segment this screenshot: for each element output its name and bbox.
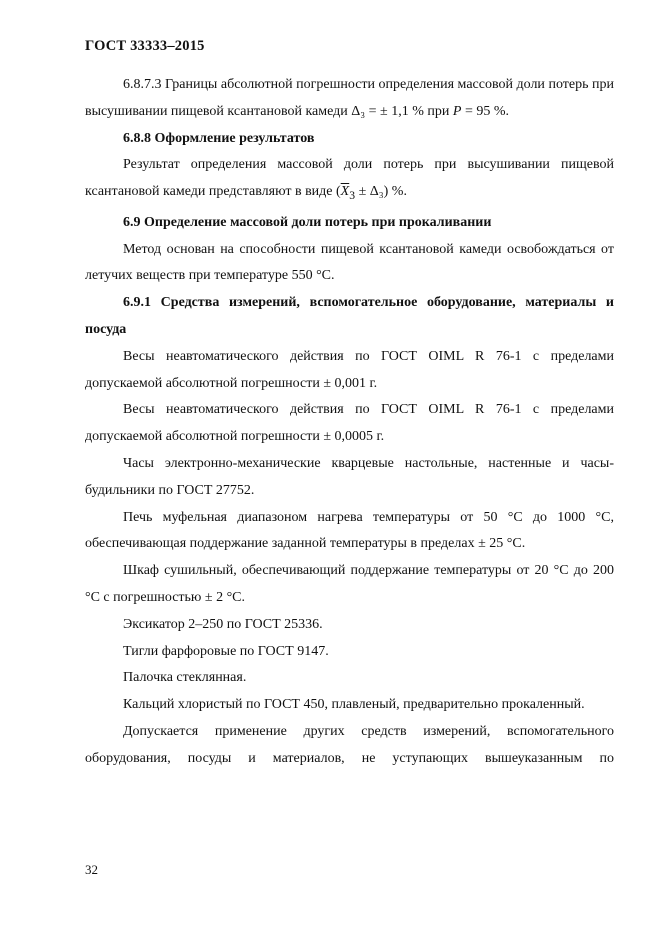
probability-value: = 95 %. — [461, 103, 510, 119]
document-body — [85, 72, 614, 773]
paragraph-desiccator: Эксикатор 2–250 по ГОСТ 25336. — [123, 616, 323, 632]
heading-6-9-1: 6.9.1 Средства измерений, вспомогательное оборудование, материалы и посуда — [85, 295, 614, 337]
document-header: ГОСТ 33333–2015 — [85, 38, 205, 54]
paragraph-alternatives: Допускается применение других средств измерений, вспомогательного оборудования, посуды и материалов, не уступающих вышеуказанным по — [85, 723, 614, 766]
paragraph-furnace: Печь муфельная диапазоном нагрева температуры от 50 °С до 1000 °С, обеспечивающая поддержание заданной температуры в пределах ± 25 °С. — [85, 509, 614, 552]
paragraph-text: Результат определения массовой доли потерь при высушивании пищевой ксантановой камеди представляют в виде ( — [85, 157, 614, 200]
paragraph-calcium-chloride: Кальций хлористый по ГОСТ 450, плавленый, предварительно прокаленный. — [123, 697, 585, 713]
paragraph-text: ± Δ₃) %. — [355, 184, 407, 200]
paragraph-scales-1: Весы неавтоматического действия по ГОСТ OIML R 76-1 с пределами допускаемой абсолютной погрешности ± 0,001 г. — [85, 348, 614, 391]
heading-6-9: 6.9 Определение массовой доли потерь при прокаливании — [123, 214, 492, 230]
paragraph-clocks: Часы электронно-механические кварцевые настольные, настенные и часы-будильники по ГОСТ 27752. — [85, 455, 614, 498]
mean-symbol: $\overline{X}$ — [340, 184, 350, 200]
paragraph-glass-rod: Палочка стеклянная. — [123, 670, 247, 686]
paragraph-6-8-7-3 — [85, 72, 614, 126]
mean-subscript: 3 — [349, 188, 356, 202]
paragraph-crucibles: Тигли фарфоровые по ГОСТ 9147. — [123, 643, 329, 659]
paragraph-method: Метод основан на способности пищевой ксантановой камеди освобождаться от летучих веществ при температуре 550 °С. — [85, 241, 614, 284]
page-number: 32 — [85, 862, 98, 877]
paragraph-scales-2: Весы неавтоматического действия по ГОСТ OIML R 76-1 с пределами допускаемой абсолютной погрешности ± 0,0005 г. — [85, 402, 614, 445]
probability-symbol: P — [452, 103, 462, 119]
paragraph-drying-oven: Шкаф сушильный, обеспечивающий поддержание температуры от 20 °С до 200 °С с погрешностью ± 2 °С. — [85, 563, 614, 605]
paragraph-text: 6.8.7.3 Границы абсолютной погрешности определения массовой доли потерь при высушивании пищевой ксантановой камеди Δ₃ = ± 1,1 % при — [85, 77, 614, 119]
heading-6-8-8: 6.8.8 Оформление результатов — [123, 130, 315, 146]
paragraph-result-format — [85, 152, 614, 209]
